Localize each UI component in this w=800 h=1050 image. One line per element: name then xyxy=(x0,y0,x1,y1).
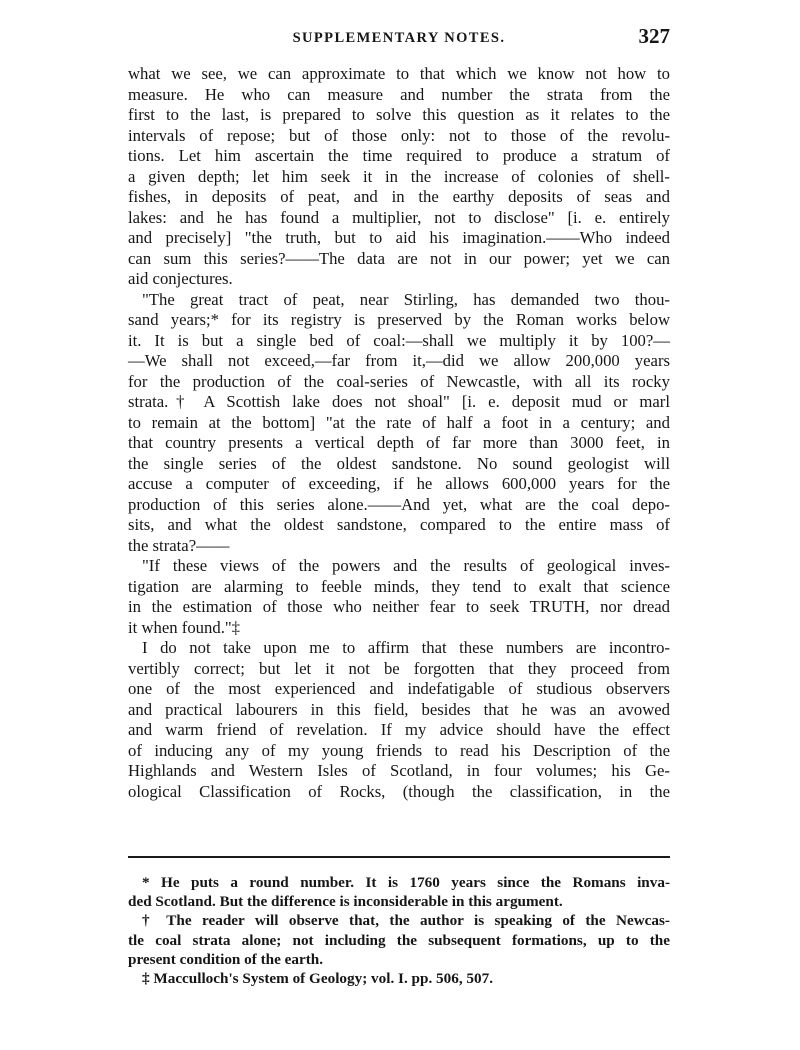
footnote-line: tle coal strata alone; not including the subsequent formations, up to the xyxy=(128,931,670,949)
text-line: of inducing any of my young friends to read his Description of the xyxy=(128,740,670,760)
text-line: first to the last, is prepared to solve this question as it relates to the xyxy=(128,105,670,124)
footnote-line: † The reader will observe that, the author is speaking of the Newcas- xyxy=(142,912,670,930)
text-line: the single series of the oldest sandstone. No sound geologist will xyxy=(128,453,670,473)
text-line: "The great tract of peat, near Stirling, has demanded two thou- xyxy=(142,289,670,309)
text-line: that country presents a vertical depth of far more than 3000 feet, in xyxy=(128,433,670,452)
text-line: tions. Let him ascertain the time required to produce a stratum of xyxy=(128,146,670,165)
text-line: measure. He who can measure and number the strata from the xyxy=(128,84,670,104)
footnote-line: ded Scotland. But the difference is inconsiderable in this argument. xyxy=(128,893,563,911)
running-head xyxy=(128,24,670,54)
text-line: and precisely] "the truth, but to aid his imagination.——Who indeed xyxy=(128,228,670,247)
text-line: one of the most experienced and indefatigable of studious observers xyxy=(128,679,670,698)
running-title: SUPPLEMENTARY NOTES. xyxy=(292,30,506,46)
text-line: "If these views of the powers and the results of geological inves- xyxy=(142,556,670,575)
text-line: fishes, in deposits of peat, and in the earthy deposits of seas and xyxy=(128,187,670,206)
text-line: I do not take upon me to affirm that these numbers are incontro- xyxy=(142,638,670,657)
text-line: lakes: and he has found a multiplier, not to disclose" [i. e. entirely xyxy=(128,207,670,227)
body-text xyxy=(128,64,670,802)
text-line: ological Classification of Rocks, (though the classification, in the xyxy=(128,781,670,801)
footnotes xyxy=(128,873,670,988)
text-line: aid conjectures. xyxy=(128,269,233,288)
text-line: production of this series alone.——And yet, what are the coal depo- xyxy=(128,494,670,514)
text-line: it. It is but a single bed of coal:—shall we multiply it by 100?— xyxy=(128,330,670,350)
text-line: vertibly correct; but let it not be forgotten that they proceed from xyxy=(128,658,670,678)
text-line: in the estimation of those who neither fear to seek TRUTH, nor dread xyxy=(128,597,670,616)
footnote-line: present condition of the earth. xyxy=(128,950,324,968)
footnote-line: * He puts a round number. It is 1760 years since the Romans inva- xyxy=(142,874,670,891)
text-line: tigation are alarming to feeble minds, they tend to exalt that science xyxy=(128,576,670,596)
text-line: the strata?—— xyxy=(128,535,230,555)
text-line: sits, and what the oldest sandstone, compared to the entire mass of xyxy=(128,515,670,534)
text-line: Highlands and Western Isles of Scotland, in four volumes; his Ge- xyxy=(128,761,670,780)
text-line: —We shall not exceed,—far from it,—did we allow 200,000 years xyxy=(128,351,670,370)
text-line: sand years;* for its registry is preserved by the Roman works below xyxy=(128,310,670,329)
text-line: and warm friend of revelation. If my advice should have the effect xyxy=(128,720,670,739)
page-number: 327 xyxy=(638,24,670,48)
text-line: a given depth; let him seek it in the increase of colonies of shell- xyxy=(128,166,670,186)
text-line: for the production of the coal-series of Newcastle, with all its rocky xyxy=(128,371,670,391)
footnote-divider xyxy=(128,856,670,858)
text-line: what we see, we can approximate to that which we know not how to xyxy=(128,64,670,83)
text-line: and practical labourers in this field, besides that he was an avowed xyxy=(128,699,670,719)
text-line: intervals of repose; but of those only: not to those of the revolu- xyxy=(128,125,670,145)
text-line: strata.† A Scottish lake does not shoal" [i. e. deposit mud or marl xyxy=(128,392,670,411)
footnote-line: ‡ Macculloch's System of Geology; vol. I. pp. 506, 507. xyxy=(142,969,493,987)
text-line: it when found."‡ xyxy=(128,617,241,637)
text-line: accuse a computer of exceeding, if he allows 600,000 years for the xyxy=(128,474,670,493)
text-line: to remain at the bottom] "at the rate of half a foot in a century; and xyxy=(128,412,670,432)
text-line: can sum this series?——The data are not in our power; yet we can xyxy=(128,248,670,268)
